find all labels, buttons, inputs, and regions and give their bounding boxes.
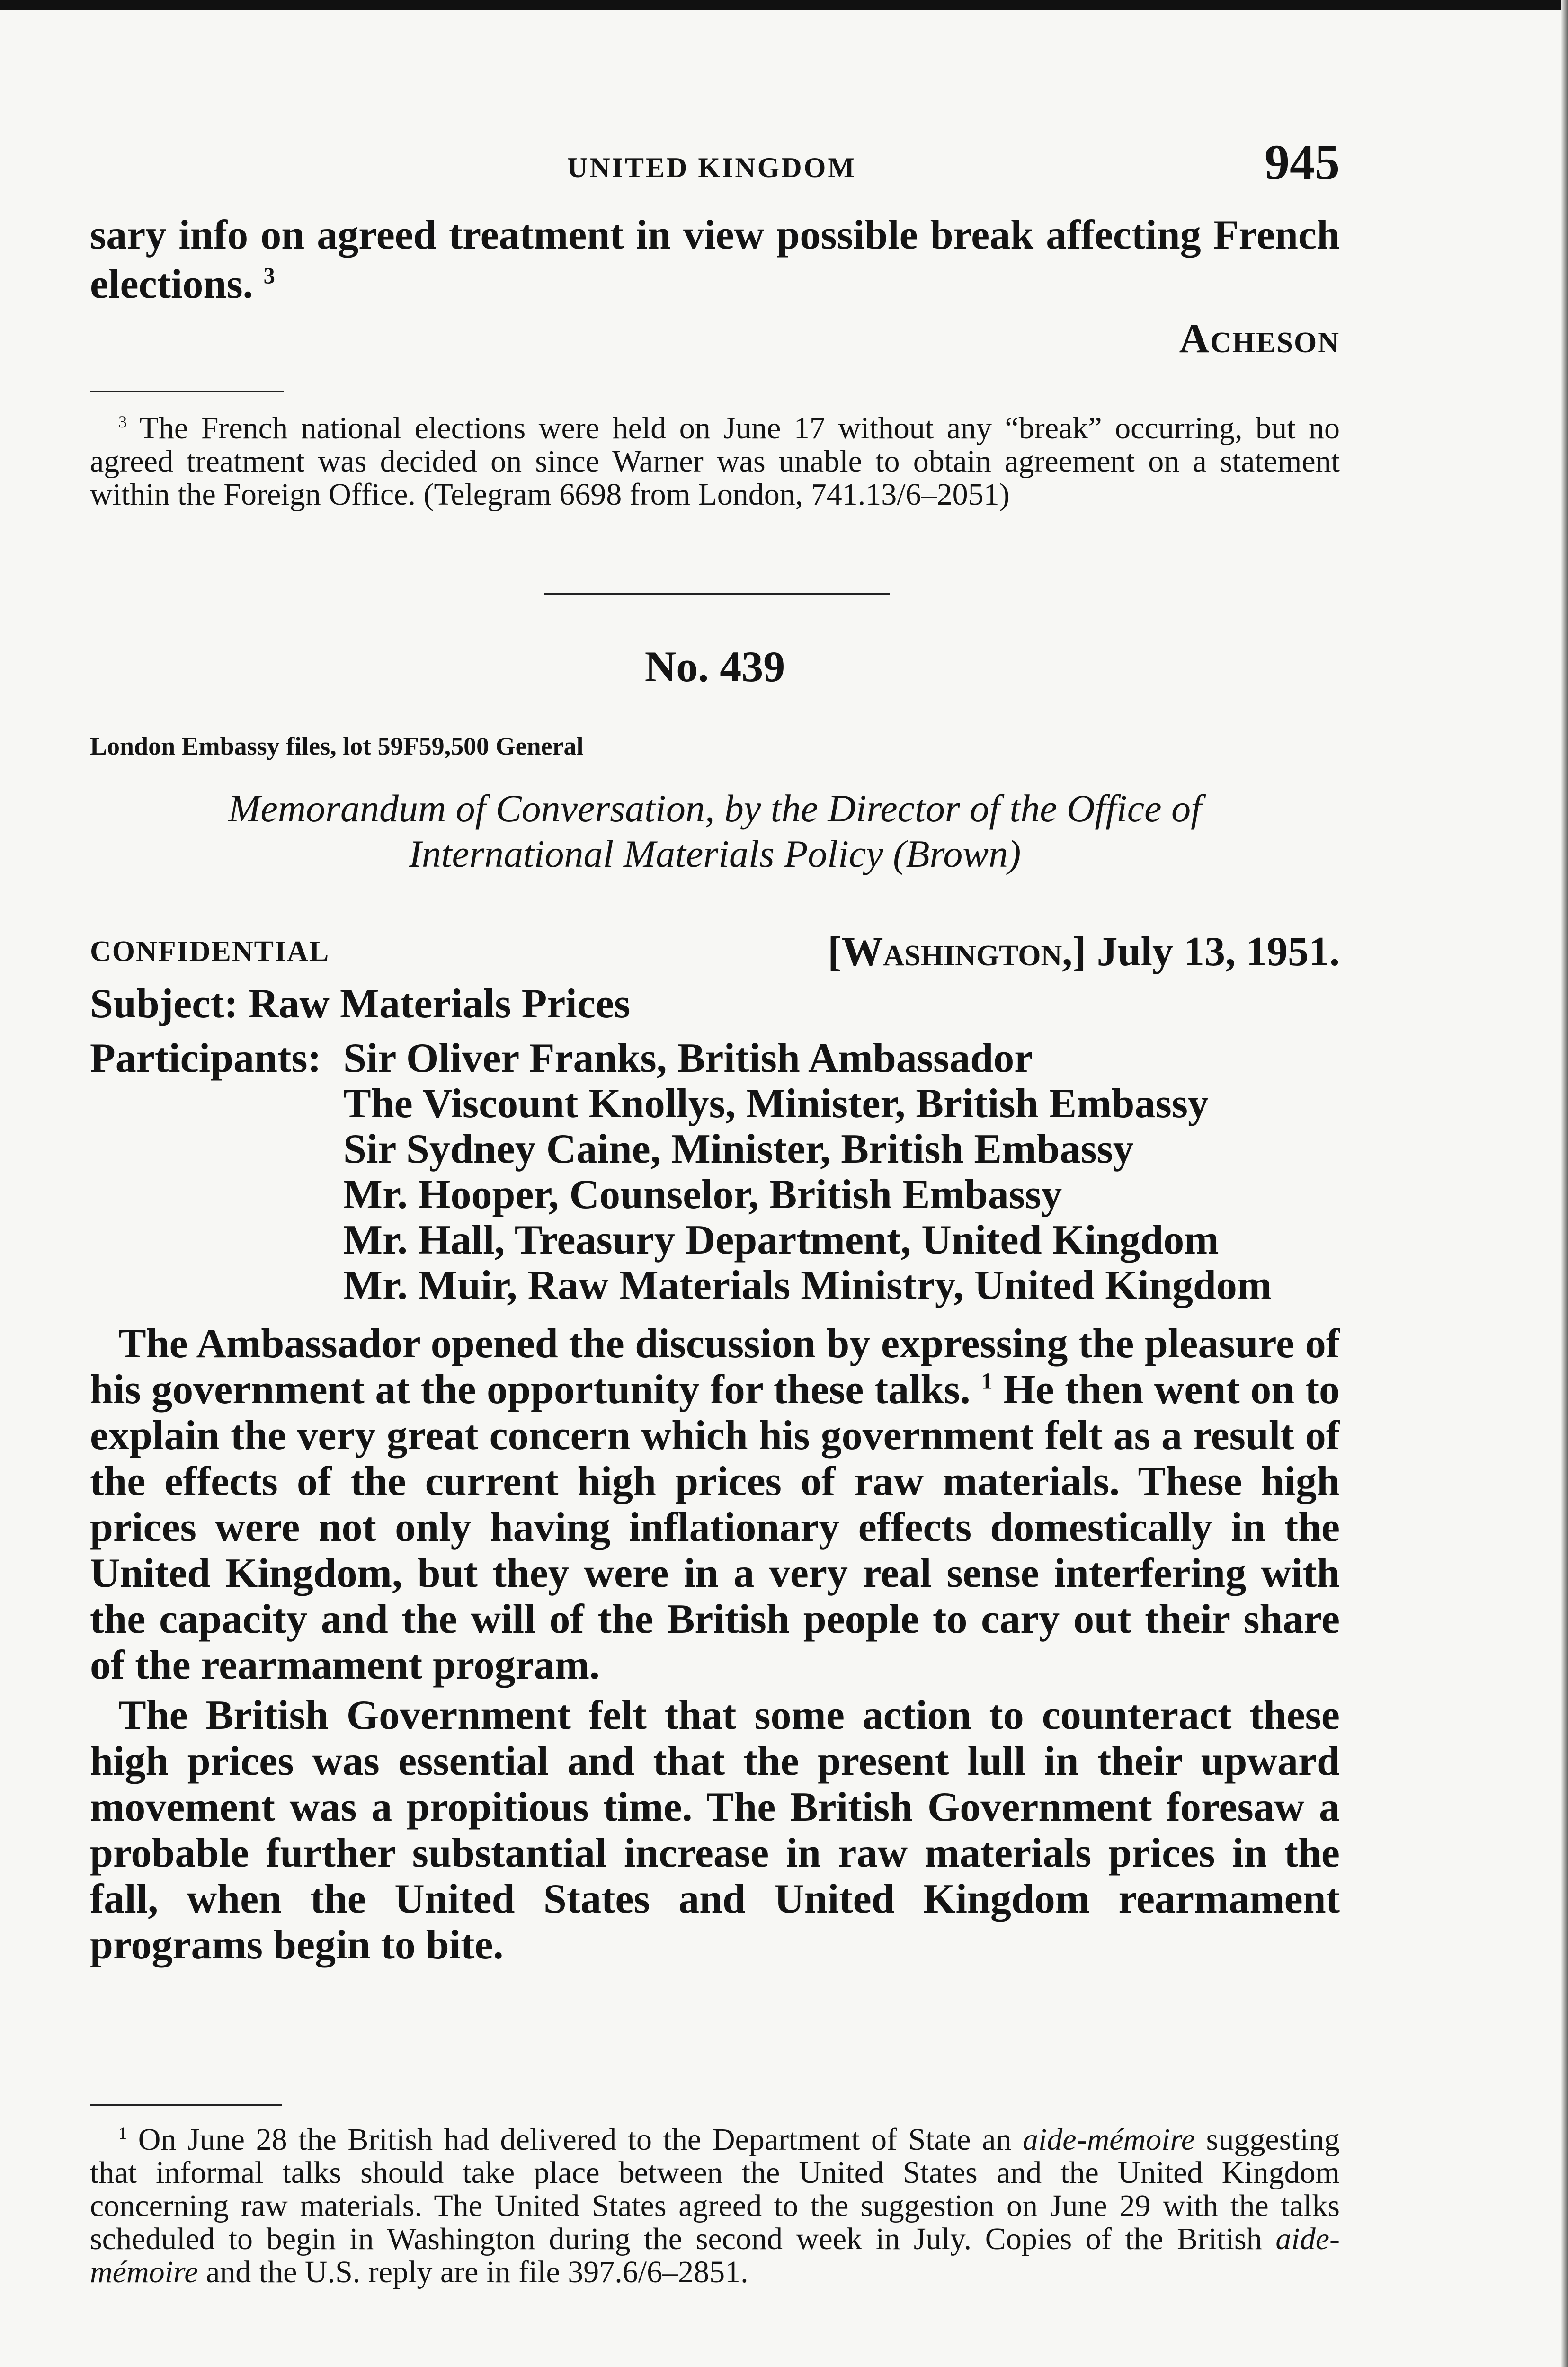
participant: The Viscount Knollys, Minister, British Embassy (343, 1081, 1209, 1127)
body-paragraph-2 (90, 1692, 1340, 1968)
document-title-line1: Memorandum of Conversation, by the Director of the Office of (228, 787, 1202, 830)
paragraph-2-text: The British Government felt that some action to counteract these high prices was essential and that the present lull in their upward movement was a propitious time. The British Government foresaw a probable further substantial increase in raw materials prices in the fall, when the United States and United Kingdom rearmament programs begin to bite. (90, 1692, 1340, 1968)
page-number: 945 (1265, 134, 1340, 190)
participant: Sir Sydney Caine, Minister, British Embassy (343, 1126, 1134, 1172)
footnote-3-marker: 3 (118, 412, 127, 431)
dateline (828, 928, 1340, 976)
participant: Mr. Hooper, Counselor, British Embassy (343, 1172, 1062, 1218)
signature (1179, 315, 1340, 363)
footnote-3-text: The French national elections were held on June 17 without any “break” occurring, but no agreed treatment was decided on since Warner was unable to obtain agreement on a statement within the Foreign Office. (Telegram 6698 from London, 741.13/6–2051) (90, 411, 1340, 512)
footnote-rule (90, 391, 284, 392)
source-note: London Embassy files, lot 59F59,500 General (90, 732, 584, 760)
footnote-1 (90, 2123, 1340, 2289)
running-head (90, 134, 1340, 190)
scan-top-edge (0, 0, 1568, 10)
footnote-1-marker: 1 (118, 2124, 127, 2143)
participants-label: Participants: (90, 1035, 321, 1081)
classification: CONFIDENTIAL (90, 935, 330, 968)
subject-line: Subject: Raw Materials Prices (90, 981, 631, 1027)
dateline-place: [Washington,] (828, 929, 1087, 975)
footnote-1-italic-a: aide-mémoire (1022, 2122, 1195, 2157)
continuation-text (90, 211, 1340, 309)
body-paragraph-1 (90, 1321, 1340, 1688)
document-title-line2: International Materials Policy (Brown) (409, 832, 1021, 875)
participant: Mr. Muir, Raw Materials Ministry, United Kingdom (343, 1263, 1272, 1308)
footnote-1-text-c: and the U.S. reply are in file 397.6/6–2851. (206, 2255, 748, 2289)
footnote-1-text-b: suggesting that informal talks should take place between the United States and the United Kingdom concerning raw materials. The United States agreed to the suggestion on June 29 with the talks scheduled to begin in Washington during the second week in July. Copies of the British (90, 2122, 1340, 2256)
signature-name: Acheson (1179, 316, 1340, 362)
footnote-1-italic-b: aide-mémoire (90, 2222, 1340, 2289)
footnote-rule (90, 2104, 282, 2106)
paragraph-1-rest: He then went on to explain the very great concern which his government felt as a result of the effects of the current high prices of raw materials. These high prices were not only having inflationary effects domestically in the United Kingdom, but they were in a very real sense interfering with the capacity and the will of the British people to cary out their share of the rearmament program. (90, 1367, 1340, 1688)
participants-list (343, 1036, 1272, 1308)
footnote-1-text-a: On June 28 the British had delivered to the Department of State an (138, 2122, 1012, 2157)
document-title (90, 786, 1340, 877)
participant: Sir Oliver Franks, British Ambassador (343, 1035, 1033, 1081)
participant: Mr. Hall, Treasury Department, United Kingdom (343, 1217, 1219, 1263)
paragraph-1-start: The Ambassador opened the discussion by expressing the pleasure of his government at the opportunity for these talks. (90, 1321, 1340, 1413)
document-separator (544, 593, 890, 595)
footnote-3 (90, 412, 1340, 511)
footnote-ref-1: 1 (981, 1369, 993, 1394)
scan-right-edge (1561, 0, 1568, 2367)
footnote-ref-3: 3 (263, 263, 275, 289)
dateline-date: July 13, 1951. (1096, 929, 1340, 975)
running-head-title: UNITED KINGDOM (567, 152, 857, 183)
document-number: No. 439 (644, 642, 785, 691)
continuation-body: sary info on agreed treatment in view possible break affecting French elections. (90, 212, 1340, 307)
